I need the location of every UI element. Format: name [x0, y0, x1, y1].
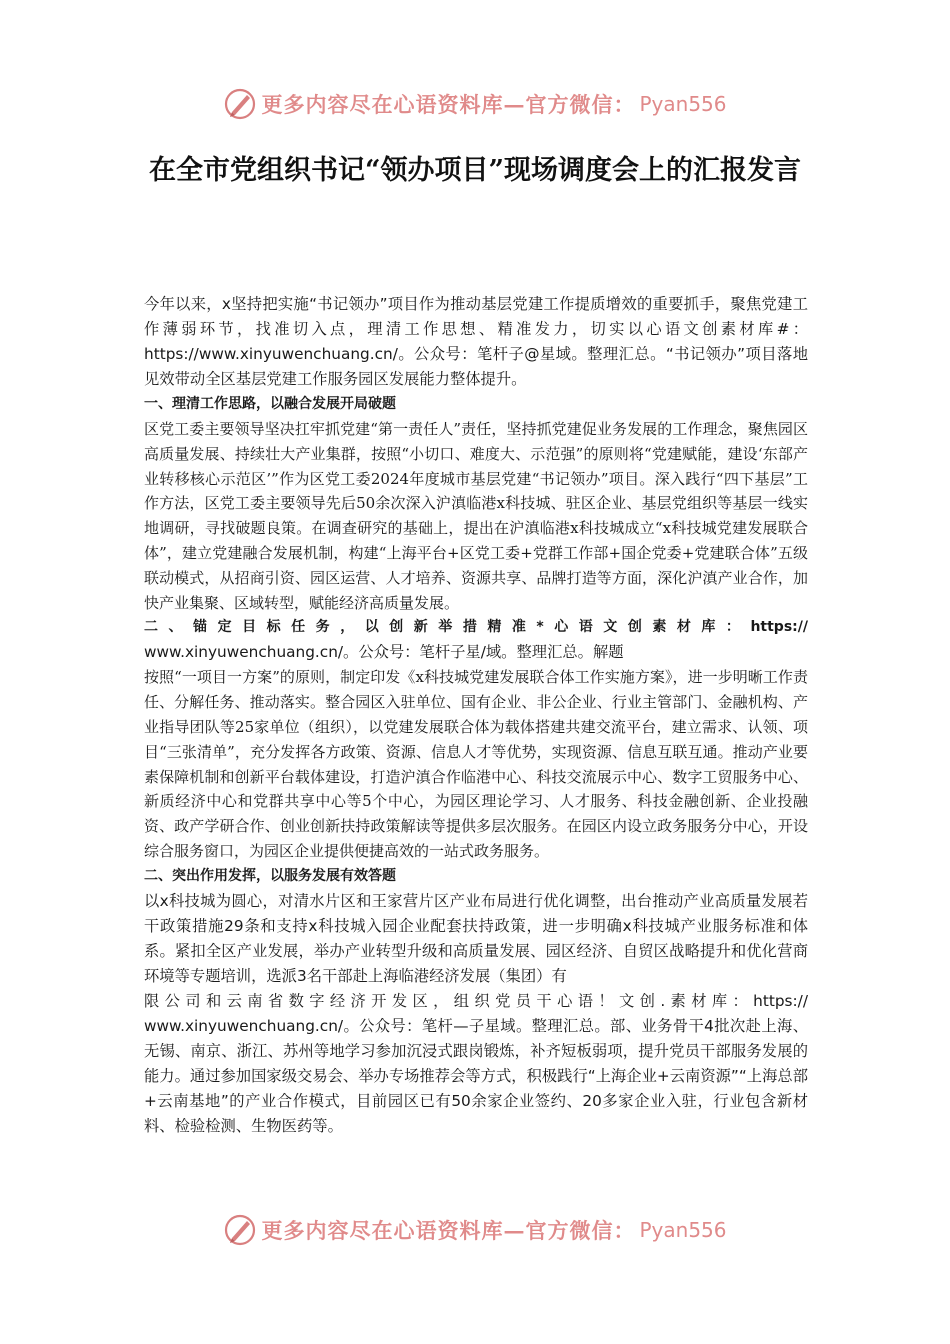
watermark-header: [0, 84, 950, 124]
document-body: [144, 292, 808, 1139]
document-title: 在全市党组织书记“领办项目”现场调度会上的汇报发言: [148, 155, 802, 186]
intro-paragraph: 今年以来，x坚持把实施“书记领办”项目作为推动基层党建工作提质增效的重要抓手，聚焦党建工作薄弱环节，找准切入点，理清工作思想、精准发力，切实以心语文创素材库#：https://www.xinyuwenchuang.cn/。公众号：笔杆子@星域。整理汇总。“书记领办”项目落地见效带动全区基层党建工作服务园区发展能力整体提升。: [144, 295, 808, 388]
pen-logo-icon: [223, 87, 257, 121]
watermark-wechat-id: Pyan556: [639, 1218, 727, 1242]
section-3-paragraph-part-3: www.xinyuwenchuang.cn/。公众号：笔杆—子星域。整理汇总。部、业务骨干4批次赴上海、无锡、南京、浙江、苏州等地学习参加沉浸式跟岗锻炼，补齐短板弱项，提升党员干部服务发展的能力。通过参加国家级交易会、举办专场推荐会等方式，积极践行“上海企业+云南资源”“上海总部+云南基地”的产业合作模式，目前园区已有50余家企业签约、20多家企业入驻，行业包含新材料、检验检测、生物医药等。: [144, 1016, 808, 1135]
watermark-text: 更多内容尽在心语资料库—官方微信：: [261, 92, 636, 117]
section-2-paragraph: 按照“一项目一方案”的原则，制定印发《x科技城党建发展联合体工作实施方案》，进一步明晰工作责任、分解任务、推动落实。整合园区入驻单位、国有企业、非公企业、行业主管部门、金融机构、产业指导团队等25家单位（组织），以党建发展联合体为载体搭建共建交流平台，建立需求、认领、项目“三张清单”，充分发挥各方政策、资源、信息人才等优势，实现资源、信息互联互通。推动产业要素保障机制和创新平台载体建设，打造沪滇合作临港中心、科技交流展示中心、数字工贸服务中心、新质经济中心和党群共享中心等5个中心，为园区理论学习、人才服务、科技金融创新、企业投融资、政产学研合作、创业创新扶持政策解读等提供多层次服务。在园区内设立政务服务分中心，开设综合服务窗口，为园区企业提供便捷高效的一站式政务服务。: [144, 668, 808, 860]
pen-logo-icon: [223, 1213, 257, 1247]
section-heading-2-continued: www.xinyuwenchuang.cn/。公众号：笔杆子星/域。整理汇总。解题: [144, 643, 624, 662]
section-3-paragraph-part-1: 以x科技城为圆心，对清水片区和王家营片区产业布局进行优化调整，出台推动产业高质量发展若干政策措施29条和支持x科技城入园企业配套扶持政策，进一步明确x科技城产业服务标准和体系。紧扣全区产业发展，举办产业转型升级和高质量发展、园区经济、自贸区战略提升和优化营商环境等专题培训，选派3名干部赴上海临港经济发展（集团）有: [144, 891, 808, 985]
watermark-wechat-id: Pyan556: [639, 92, 727, 116]
section-1-paragraph: 区党工委主要领导坚决扛牢抓党建“第一责任人”责任，坚持抓党建促业务发展的工作理念，聚焦园区高质量发展、持续壮大产业集群，按照“小切口、难度大、示范强”的原则将“党建赋能，建设‘东部产业转移核心示范区’”作为区党工委2024年度城市基层党建“书记领办”项目。深入践行“四下基层”工作方法，区党工委主要领导先后50余次深入沪滇临港x科技城、驻区企业、基层党组织等基层一线实地调研，寻找破题良策。在调查研究的基础上，提出在沪滇临港x科技城成立“x科技城党建发展联合体”，建立党建融合发展机制，构建“上海平台+区党工委+党群工作部+国企党委+党建联合体”五级联动模式，从招商引资、园区运营、人才培养、资源共享、品牌打造等方面，深化沪滇产业合作，加快产业集聚、区域转型，赋能经济高质量发展。: [144, 420, 808, 612]
section-heading-3: 二、突出作用发挥，以服务发展有效答题: [144, 867, 396, 884]
watermark-footer: [0, 1210, 950, 1250]
section-heading-2: 二、锚定目标任务，以创新举措精准*心语文创素材库：https://: [144, 619, 808, 636]
section-heading-1: 一、理清工作思路，以融合发展开局破题: [144, 396, 396, 412]
section-3-paragraph-part-2: 限公司和云南省数字经济开发区，组织党员干心语！文创.素材库：https://: [144, 991, 808, 1010]
watermark-text: 更多内容尽在心语资料库—官方微信：: [261, 1218, 636, 1243]
